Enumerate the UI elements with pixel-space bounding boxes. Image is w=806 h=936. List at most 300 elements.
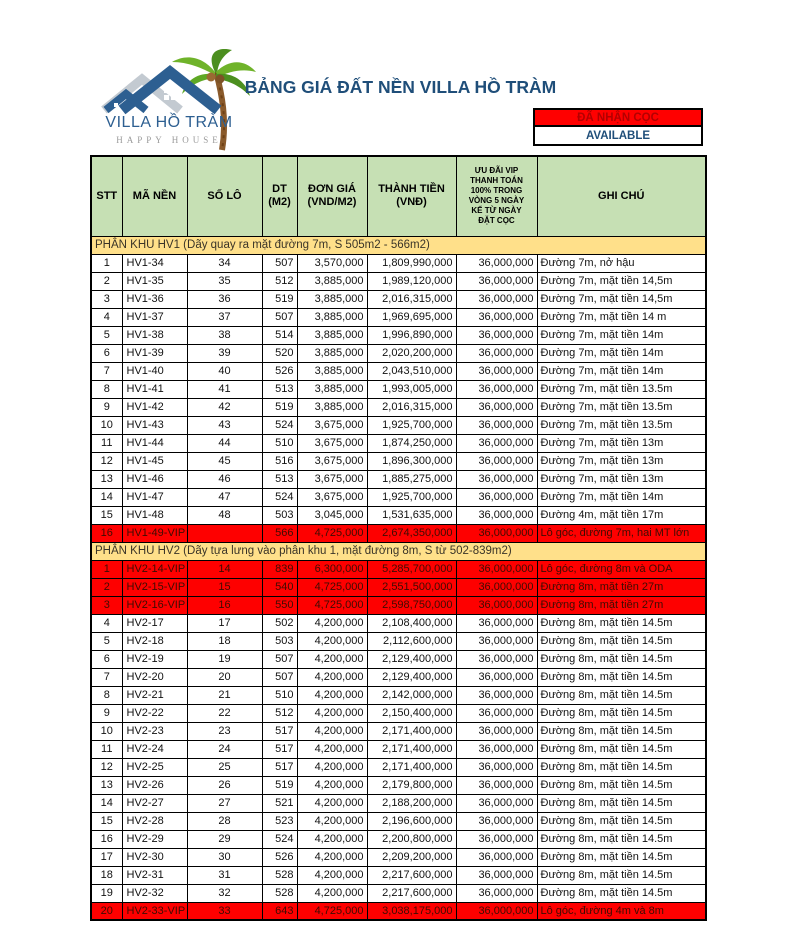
table-row xyxy=(91,848,706,866)
cell-thanh-tien: 2,108,400,000 xyxy=(367,614,456,632)
cell-thanh-tien: 2,217,600,000 xyxy=(367,866,456,884)
table-row xyxy=(91,668,706,686)
cell-ma-nen: HV2-15-VIP xyxy=(122,578,187,596)
cell-don-gia: 3,675,000 xyxy=(297,452,367,470)
cell-don-gia: 4,200,000 xyxy=(297,650,367,668)
cell-don-gia: 6,300,000 xyxy=(297,560,367,578)
cell-so-lo: 18 xyxy=(187,632,262,650)
table-row xyxy=(91,902,706,920)
cell-stt: 14 xyxy=(91,794,122,812)
cell-ma-nen: HV1-37 xyxy=(122,308,187,326)
column-header-dt: DT (M2) xyxy=(262,156,297,236)
cell-so-lo: 39 xyxy=(187,344,262,362)
cell-stt: 1 xyxy=(91,254,122,272)
cell-so-lo: 29 xyxy=(187,830,262,848)
cell-thanh-tien: 2,200,800,000 xyxy=(367,830,456,848)
cell-dt: 519 xyxy=(262,398,297,416)
section-header-label: PHÂN KHU HV1 (Dãy quay ra mặt đường 7m, S 505m2 - 566m2) xyxy=(91,236,706,254)
cell-thanh-tien: 2,217,600,000 xyxy=(367,884,456,902)
cell-don-gia: 3,675,000 xyxy=(297,416,367,434)
cell-dt: 503 xyxy=(262,632,297,650)
cell-stt: 6 xyxy=(91,344,122,362)
cell-so-lo: 43 xyxy=(187,416,262,434)
cell-don-gia: 3,885,000 xyxy=(297,290,367,308)
cell-uu-dai: 36,000,000 xyxy=(456,380,537,398)
cell-dt: 566 xyxy=(262,524,297,542)
table-row xyxy=(91,506,706,524)
cell-uu-dai: 36,000,000 xyxy=(456,650,537,668)
cell-ma-nen: HV2-18 xyxy=(122,632,187,650)
cell-don-gia: 4,200,000 xyxy=(297,758,367,776)
cell-ma-nen: HV2-32 xyxy=(122,884,187,902)
cell-so-lo xyxy=(187,524,262,542)
cell-thanh-tien: 1,989,120,000 xyxy=(367,272,456,290)
cell-uu-dai: 36,000,000 xyxy=(456,344,537,362)
cell-ghi-chu: Đường 7m, mặt tiền 14 m xyxy=(537,308,706,326)
cell-dt: 540 xyxy=(262,578,297,596)
cell-so-lo: 37 xyxy=(187,308,262,326)
table-row xyxy=(91,758,706,776)
cell-dt: 523 xyxy=(262,812,297,830)
cell-uu-dai: 36,000,000 xyxy=(456,686,537,704)
brand-name: VILLA HỒ TRÀM xyxy=(105,114,233,131)
cell-ghi-chu: Đường 7m, mặt tiền 13m xyxy=(537,452,706,470)
cell-stt: 2 xyxy=(91,272,122,290)
cell-ghi-chu: Đường 4m, mặt tiền 17m xyxy=(537,506,706,524)
cell-uu-dai: 36,000,000 xyxy=(456,290,537,308)
cell-ma-nen: HV1-42 xyxy=(122,398,187,416)
cell-so-lo: 14 xyxy=(187,560,262,578)
column-header-ma-nen: MÃ NỀN xyxy=(122,156,187,236)
cell-ghi-chu: Đường 8m, mặt tiền 27m xyxy=(537,596,706,614)
cell-uu-dai: 36,000,000 xyxy=(456,848,537,866)
table-row xyxy=(91,650,706,668)
cell-uu-dai: 36,000,000 xyxy=(456,596,537,614)
table-row xyxy=(91,776,706,794)
cell-thanh-tien: 2,112,600,000 xyxy=(367,632,456,650)
cell-ma-nen: HV1-44 xyxy=(122,434,187,452)
cell-thanh-tien: 2,196,600,000 xyxy=(367,812,456,830)
cell-stt: 19 xyxy=(91,884,122,902)
cell-so-lo: 27 xyxy=(187,794,262,812)
table-row xyxy=(91,596,706,614)
cell-uu-dai: 36,000,000 xyxy=(456,524,537,542)
cell-ma-nen: HV1-34 xyxy=(122,254,187,272)
cell-so-lo: 36 xyxy=(187,290,262,308)
cell-stt: 11 xyxy=(91,740,122,758)
cell-don-gia: 3,570,000 xyxy=(297,254,367,272)
cell-ghi-chu: Đường 8m, mặt tiền 14.5m xyxy=(537,668,706,686)
cell-ma-nen: HV2-31 xyxy=(122,866,187,884)
cell-so-lo: 46 xyxy=(187,470,262,488)
price-table xyxy=(90,155,707,921)
cell-so-lo: 40 xyxy=(187,362,262,380)
cell-dt: 528 xyxy=(262,866,297,884)
cell-ghi-chu: Đường 7m, mặt tiền 14m xyxy=(537,488,706,506)
cell-uu-dai: 36,000,000 xyxy=(456,614,537,632)
cell-don-gia: 3,885,000 xyxy=(297,308,367,326)
table-row xyxy=(91,398,706,416)
table-row xyxy=(91,812,706,830)
cell-thanh-tien: 5,285,700,000 xyxy=(367,560,456,578)
cell-so-lo: 48 xyxy=(187,506,262,524)
cell-thanh-tien: 1,925,700,000 xyxy=(367,416,456,434)
cell-ghi-chu: Đường 7m, mặt tiền 13.5m xyxy=(537,398,706,416)
cell-thanh-tien: 1,969,695,000 xyxy=(367,308,456,326)
cell-ma-nen: HV2-24 xyxy=(122,740,187,758)
cell-dt: 519 xyxy=(262,290,297,308)
cell-ghi-chu: Đường 8m, mặt tiền 14.5m xyxy=(537,686,706,704)
cell-thanh-tien: 2,171,400,000 xyxy=(367,722,456,740)
cell-ma-nen: HV2-25 xyxy=(122,758,187,776)
cell-stt: 17 xyxy=(91,848,122,866)
cell-uu-dai: 36,000,000 xyxy=(456,326,537,344)
cell-uu-dai: 36,000,000 xyxy=(456,902,537,920)
table-row xyxy=(91,740,706,758)
cell-stt: 12 xyxy=(91,452,122,470)
column-header-so-lo: SỐ LÔ xyxy=(187,156,262,236)
table-row xyxy=(91,308,706,326)
cell-dt: 839 xyxy=(262,560,297,578)
table-header-row xyxy=(91,156,706,236)
cell-ma-nen: HV1-49-VIP xyxy=(122,524,187,542)
cell-uu-dai: 36,000,000 xyxy=(456,794,537,812)
cell-thanh-tien: 2,551,500,000 xyxy=(367,578,456,596)
section-header-label: PHÂN KHU HV2 (Dãy tựa lưng vào phân khu 1, mặt đường 8m, S từ 502-839m2) xyxy=(91,542,706,560)
cell-dt: 507 xyxy=(262,650,297,668)
cell-thanh-tien: 2,016,315,000 xyxy=(367,398,456,416)
cell-uu-dai: 36,000,000 xyxy=(456,254,537,272)
cell-dt: 502 xyxy=(262,614,297,632)
cell-ghi-chu: Đường 8m, mặt tiền 14.5m xyxy=(537,722,706,740)
cell-thanh-tien: 2,171,400,000 xyxy=(367,758,456,776)
cell-ghi-chu: Đường 8m, mặt tiền 14.5m xyxy=(537,866,706,884)
cell-uu-dai: 36,000,000 xyxy=(456,398,537,416)
cell-dt: 520 xyxy=(262,344,297,362)
cell-uu-dai: 36,000,000 xyxy=(456,488,537,506)
table-row xyxy=(91,578,706,596)
cell-thanh-tien: 2,043,510,000 xyxy=(367,362,456,380)
section-header-row xyxy=(91,542,706,560)
cell-don-gia: 3,675,000 xyxy=(297,434,367,452)
cell-dt: 507 xyxy=(262,308,297,326)
cell-ghi-chu: Đường 7m, mặt tiền 14,5m xyxy=(537,290,706,308)
legend-available-badge: AVAILABLE xyxy=(533,127,703,146)
cell-ma-nen: HV1-39 xyxy=(122,344,187,362)
cell-dt: 512 xyxy=(262,704,297,722)
legend-reserved-badge: ĐÃ NHẬN CỌC xyxy=(533,108,703,127)
table-row xyxy=(91,884,706,902)
cell-dt: 528 xyxy=(262,884,297,902)
cell-ghi-chu: Đường 8m, mặt tiền 14.5m xyxy=(537,884,706,902)
cell-uu-dai: 36,000,000 xyxy=(456,470,537,488)
cell-stt: 16 xyxy=(91,524,122,542)
cell-ma-nen: HV1-47 xyxy=(122,488,187,506)
cell-dt: 526 xyxy=(262,848,297,866)
table-row xyxy=(91,254,706,272)
cell-stt: 3 xyxy=(91,596,122,614)
cell-ma-nen: HV2-22 xyxy=(122,704,187,722)
cell-uu-dai: 36,000,000 xyxy=(456,560,537,578)
cell-dt: 517 xyxy=(262,740,297,758)
cell-so-lo: 28 xyxy=(187,812,262,830)
cell-so-lo: 34 xyxy=(187,254,262,272)
table-row xyxy=(91,488,706,506)
cell-stt: 5 xyxy=(91,632,122,650)
cell-uu-dai: 36,000,000 xyxy=(456,758,537,776)
cell-ma-nen: HV2-33-VIP xyxy=(122,902,187,920)
cell-thanh-tien: 1,809,990,000 xyxy=(367,254,456,272)
cell-stt: 14 xyxy=(91,488,122,506)
cell-dt: 513 xyxy=(262,380,297,398)
cell-uu-dai: 36,000,000 xyxy=(456,308,537,326)
table-row xyxy=(91,380,706,398)
cell-ghi-chu: Đường 8m, mặt tiền 14.5m xyxy=(537,794,706,812)
cell-stt: 2 xyxy=(91,578,122,596)
cell-ghi-chu: Lô góc, đường 8m và ODA xyxy=(537,560,706,578)
cell-thanh-tien: 1,925,700,000 xyxy=(367,488,456,506)
cell-don-gia: 4,200,000 xyxy=(297,794,367,812)
cell-don-gia: 3,675,000 xyxy=(297,488,367,506)
cell-ma-nen: HV2-27 xyxy=(122,794,187,812)
cell-don-gia: 3,885,000 xyxy=(297,398,367,416)
cell-uu-dai: 36,000,000 xyxy=(456,722,537,740)
cell-ma-nen: HV1-43 xyxy=(122,416,187,434)
cell-so-lo: 45 xyxy=(187,452,262,470)
cell-stt: 6 xyxy=(91,650,122,668)
cell-so-lo: 15 xyxy=(187,578,262,596)
cell-dt: 524 xyxy=(262,830,297,848)
cell-uu-dai: 36,000,000 xyxy=(456,776,537,794)
cell-stt: 20 xyxy=(91,902,122,920)
table-row xyxy=(91,362,706,380)
cell-ma-nen: HV2-19 xyxy=(122,650,187,668)
cell-uu-dai: 36,000,000 xyxy=(456,452,537,470)
cell-don-gia: 4,200,000 xyxy=(297,632,367,650)
cell-ghi-chu: Đường 7m, mặt tiền 14m xyxy=(537,362,706,380)
cell-ma-nen: HV1-40 xyxy=(122,362,187,380)
cell-ghi-chu: Đường 8m, mặt tiền 14.5m xyxy=(537,758,706,776)
cell-stt: 4 xyxy=(91,614,122,632)
cell-ma-nen: HV2-23 xyxy=(122,722,187,740)
cell-stt: 8 xyxy=(91,686,122,704)
cell-thanh-tien: 2,016,315,000 xyxy=(367,290,456,308)
cell-so-lo: 23 xyxy=(187,722,262,740)
cell-ghi-chu: Đường 8m, mặt tiền 14.5m xyxy=(537,830,706,848)
cell-thanh-tien: 2,179,800,000 xyxy=(367,776,456,794)
cell-dt: 524 xyxy=(262,488,297,506)
cell-uu-dai: 36,000,000 xyxy=(456,434,537,452)
cell-so-lo: 24 xyxy=(187,740,262,758)
cell-stt: 15 xyxy=(91,506,122,524)
cell-stt: 10 xyxy=(91,722,122,740)
cell-stt: 11 xyxy=(91,434,122,452)
cell-don-gia: 4,200,000 xyxy=(297,686,367,704)
cell-ma-nen: HV1-35 xyxy=(122,272,187,290)
cell-uu-dai: 36,000,000 xyxy=(456,272,537,290)
table-row xyxy=(91,524,706,542)
table-row xyxy=(91,434,706,452)
cell-so-lo: 22 xyxy=(187,704,262,722)
cell-dt: 521 xyxy=(262,794,297,812)
cell-stt: 12 xyxy=(91,758,122,776)
table-row xyxy=(91,344,706,362)
cell-uu-dai: 36,000,000 xyxy=(456,812,537,830)
cell-so-lo: 17 xyxy=(187,614,262,632)
table-row xyxy=(91,830,706,848)
cell-ghi-chu: Đường 7m, nở hậu xyxy=(537,254,706,272)
cell-so-lo: 19 xyxy=(187,650,262,668)
cell-so-lo: 33 xyxy=(187,902,262,920)
cell-ma-nen: HV2-28 xyxy=(122,812,187,830)
cell-thanh-tien: 2,209,200,000 xyxy=(367,848,456,866)
cell-ma-nen: HV1-45 xyxy=(122,452,187,470)
cell-dt: 503 xyxy=(262,506,297,524)
cell-don-gia: 4,725,000 xyxy=(297,578,367,596)
cell-stt: 9 xyxy=(91,398,122,416)
cell-ma-nen: HV2-21 xyxy=(122,686,187,704)
cell-thanh-tien: 2,142,000,000 xyxy=(367,686,456,704)
cell-don-gia: 4,725,000 xyxy=(297,902,367,920)
cell-so-lo: 21 xyxy=(187,686,262,704)
cell-uu-dai: 36,000,000 xyxy=(456,884,537,902)
cell-stt: 7 xyxy=(91,668,122,686)
section-header-row xyxy=(91,236,706,254)
cell-ma-nen: HV2-14-VIP xyxy=(122,560,187,578)
cell-so-lo: 42 xyxy=(187,398,262,416)
cell-stt: 4 xyxy=(91,308,122,326)
cell-uu-dai: 36,000,000 xyxy=(456,632,537,650)
cell-don-gia: 3,675,000 xyxy=(297,470,367,488)
cell-ghi-chu: Đường 7m, mặt tiền 14m xyxy=(537,344,706,362)
cell-ghi-chu: Đường 7m, mặt tiền 13.5m xyxy=(537,416,706,434)
cell-ghi-chu: Đường 8m, mặt tiền 14.5m xyxy=(537,650,706,668)
cell-don-gia: 4,725,000 xyxy=(297,596,367,614)
cell-ghi-chu: Đường 7m, mặt tiền 13m xyxy=(537,470,706,488)
cell-don-gia: 4,200,000 xyxy=(297,740,367,758)
cell-dt: 514 xyxy=(262,326,297,344)
cell-don-gia: 3,885,000 xyxy=(297,272,367,290)
cell-uu-dai: 36,000,000 xyxy=(456,668,537,686)
cell-so-lo: 35 xyxy=(187,272,262,290)
cell-dt: 517 xyxy=(262,722,297,740)
table-row xyxy=(91,452,706,470)
cell-don-gia: 3,885,000 xyxy=(297,344,367,362)
table-row xyxy=(91,326,706,344)
cell-ghi-chu: Đường 8m, mặt tiền 14.5m xyxy=(537,848,706,866)
cell-dt: 519 xyxy=(262,776,297,794)
cell-ghi-chu: Lô góc, đường 4m và 8m xyxy=(537,902,706,920)
cell-uu-dai: 36,000,000 xyxy=(456,866,537,884)
cell-dt: 507 xyxy=(262,668,297,686)
table-row xyxy=(91,470,706,488)
cell-so-lo: 44 xyxy=(187,434,262,452)
cell-so-lo: 16 xyxy=(187,596,262,614)
cell-don-gia: 4,200,000 xyxy=(297,704,367,722)
table-row xyxy=(91,704,706,722)
column-header-uu-dai: ƯU ĐÃI VIP THANH TOÁN 100% TRONG VÒNG 5 NGÀY KỂ TỪ NGÀY ĐẶT CỌC xyxy=(456,156,537,236)
cell-don-gia: 4,200,000 xyxy=(297,848,367,866)
cell-don-gia: 4,200,000 xyxy=(297,830,367,848)
cell-ghi-chu: Lô góc, đường 7m, hai MT lớn xyxy=(537,524,706,542)
table-row xyxy=(91,722,706,740)
cell-ghi-chu: Đường 8m, mặt tiền 14.5m xyxy=(537,740,706,758)
cell-thanh-tien: 2,129,400,000 xyxy=(367,668,456,686)
cell-don-gia: 4,200,000 xyxy=(297,812,367,830)
cell-stt: 9 xyxy=(91,704,122,722)
cell-uu-dai: 36,000,000 xyxy=(456,830,537,848)
cell-ghi-chu: Đường 7m, mặt tiền 13m xyxy=(537,434,706,452)
table-row xyxy=(91,416,706,434)
cell-dt: 517 xyxy=(262,758,297,776)
cell-stt: 13 xyxy=(91,776,122,794)
cell-so-lo: 41 xyxy=(187,380,262,398)
cell-ghi-chu: Đường 8m, mặt tiền 14.5m xyxy=(537,614,706,632)
table-row xyxy=(91,866,706,884)
cell-uu-dai: 36,000,000 xyxy=(456,362,537,380)
column-header-thanh-tien: THÀNH TIỀN (VNĐ) xyxy=(367,156,456,236)
cell-ghi-chu: Đường 8m, mặt tiền 14.5m xyxy=(537,704,706,722)
table-row xyxy=(91,272,706,290)
cell-ma-nen: HV2-17 xyxy=(122,614,187,632)
cell-ghi-chu: Đường 7m, mặt tiền 14,5m xyxy=(537,272,706,290)
cell-ghi-chu: Đường 8m, mặt tiền 14.5m xyxy=(537,812,706,830)
cell-stt: 3 xyxy=(91,290,122,308)
cell-thanh-tien: 2,674,350,000 xyxy=(367,524,456,542)
cell-so-lo: 31 xyxy=(187,866,262,884)
price-table-body xyxy=(91,236,706,920)
cell-stt: 15 xyxy=(91,812,122,830)
cell-dt: 512 xyxy=(262,272,297,290)
cell-so-lo: 25 xyxy=(187,758,262,776)
cell-uu-dai: 36,000,000 xyxy=(456,506,537,524)
cell-so-lo: 38 xyxy=(187,326,262,344)
cell-dt: 516 xyxy=(262,452,297,470)
cell-ma-nen: HV1-46 xyxy=(122,470,187,488)
cell-ma-nen: HV1-36 xyxy=(122,290,187,308)
page-title: BẢNG GIÁ ĐẤT NỀN VILLA HỒ TRÀM xyxy=(244,77,557,97)
cell-dt: 510 xyxy=(262,434,297,452)
cell-thanh-tien: 2,188,200,000 xyxy=(367,794,456,812)
cell-uu-dai: 36,000,000 xyxy=(456,578,537,596)
cell-ghi-chu: Đường 8m, mặt tiền 14.5m xyxy=(537,776,706,794)
cell-stt: 16 xyxy=(91,830,122,848)
cell-stt: 1 xyxy=(91,560,122,578)
cell-thanh-tien: 2,129,400,000 xyxy=(367,650,456,668)
cell-don-gia: 4,200,000 xyxy=(297,668,367,686)
cell-ghi-chu: Đường 8m, mặt tiền 14.5m xyxy=(537,632,706,650)
table-row xyxy=(91,632,706,650)
cell-don-gia: 4,200,000 xyxy=(297,722,367,740)
cell-don-gia: 4,200,000 xyxy=(297,884,367,902)
cell-uu-dai: 36,000,000 xyxy=(456,740,537,758)
cell-thanh-tien: 2,598,750,000 xyxy=(367,596,456,614)
table-row xyxy=(91,614,706,632)
cell-so-lo: 47 xyxy=(187,488,262,506)
cell-stt: 13 xyxy=(91,470,122,488)
cell-stt: 8 xyxy=(91,380,122,398)
table-row xyxy=(91,290,706,308)
cell-dt: 550 xyxy=(262,596,297,614)
cell-don-gia: 3,885,000 xyxy=(297,362,367,380)
cell-thanh-tien: 1,896,300,000 xyxy=(367,452,456,470)
cell-don-gia: 4,200,000 xyxy=(297,776,367,794)
cell-ma-nen: HV2-26 xyxy=(122,776,187,794)
cell-thanh-tien: 1,885,275,000 xyxy=(367,470,456,488)
cell-ma-nen: HV1-38 xyxy=(122,326,187,344)
cell-dt: 524 xyxy=(262,416,297,434)
cell-thanh-tien: 1,993,005,000 xyxy=(367,380,456,398)
